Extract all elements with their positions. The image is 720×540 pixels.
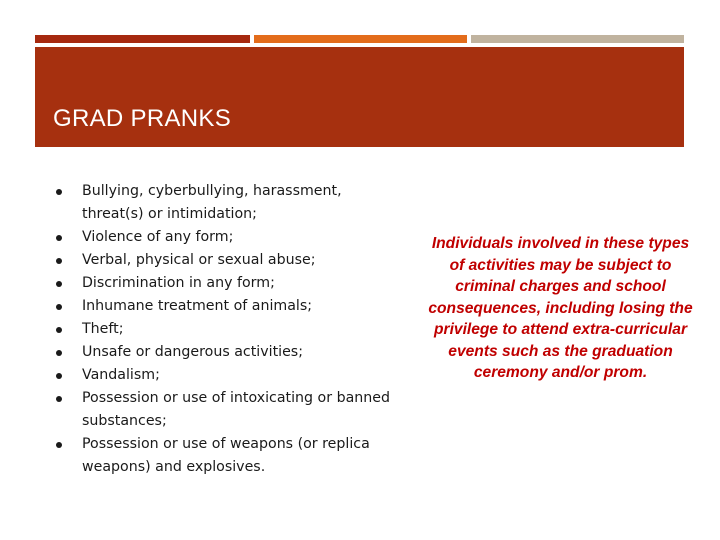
bullet-dot-icon bbox=[56, 350, 62, 356]
accent-bar-red bbox=[35, 35, 250, 43]
list-item bbox=[52, 295, 397, 318]
bullet-dot-icon bbox=[56, 189, 62, 195]
list-item bbox=[52, 387, 397, 433]
bullet-dot-icon bbox=[56, 304, 62, 310]
list-item bbox=[52, 433, 397, 479]
accent-bar-orange bbox=[254, 35, 467, 43]
list-item-text: Possession or use of intoxicating or banned substances; bbox=[82, 390, 391, 429]
list-item bbox=[52, 318, 397, 341]
bullet-dot-icon bbox=[56, 327, 62, 333]
bullet-dot-icon bbox=[56, 258, 62, 264]
list-item-text: Vandalism; bbox=[82, 367, 160, 383]
bullet-dot-icon bbox=[56, 442, 62, 448]
list-item bbox=[52, 272, 397, 295]
bullet-dot-icon bbox=[56, 281, 62, 287]
list-item-text: Inhumane treatment of animals; bbox=[82, 298, 313, 314]
list-item-text: Theft; bbox=[82, 321, 124, 337]
list-item bbox=[52, 364, 397, 387]
list-item-text: Bullying, cyberbullying, harassment, threat(s) or intimidation; bbox=[82, 183, 342, 222]
list-item bbox=[52, 249, 397, 272]
bullet-dot-icon bbox=[56, 235, 62, 241]
list-item-text: Possession or use of weapons (or replica weapons) and explosives. bbox=[82, 436, 370, 475]
bullet-dot-icon bbox=[56, 396, 62, 402]
bullet-list bbox=[52, 180, 397, 479]
list-item-text: Violence of any form; bbox=[82, 229, 234, 245]
list-item bbox=[52, 341, 397, 364]
consequences-callout: Individuals involved in these types of activities may be subject to criminal charges and school consequences, including losing the privilege to attend extra-curricular events such as the graduation ceremony and/or prom. bbox=[428, 235, 693, 381]
title-band bbox=[35, 47, 684, 147]
accent-bar-tan bbox=[471, 35, 684, 43]
slide-title: GRAD PRANKS bbox=[53, 105, 232, 132]
list-item-text: Unsafe or dangerous activities; bbox=[82, 344, 303, 360]
list-item-text: Discrimination in any form; bbox=[82, 275, 275, 291]
list-item-text: Verbal, physical or sexual abuse; bbox=[82, 252, 316, 268]
bullet-dot-icon bbox=[56, 373, 62, 379]
list-item bbox=[52, 180, 397, 226]
list-item bbox=[52, 226, 397, 249]
